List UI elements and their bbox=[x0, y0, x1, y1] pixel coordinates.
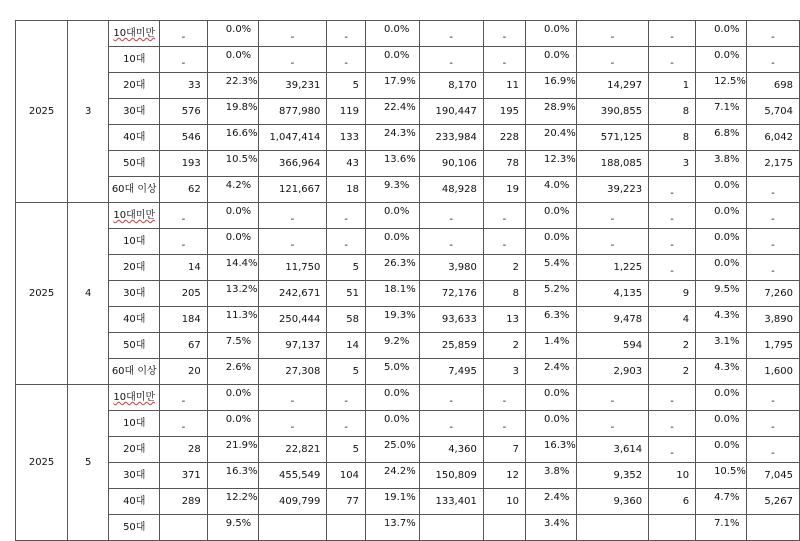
count-cell: 184 bbox=[160, 307, 208, 333]
count-cell: 77 bbox=[327, 489, 366, 515]
percent-cell: 0.0% bbox=[526, 203, 577, 229]
table-row bbox=[16, 463, 800, 489]
percent-cell: 26.3% bbox=[365, 255, 419, 281]
amount-cell: - bbox=[258, 411, 327, 437]
amount-cell: - bbox=[746, 437, 799, 463]
amount-cell: 242,671 bbox=[258, 281, 327, 307]
percent-cell: 0.0% bbox=[207, 47, 258, 73]
count-cell: 62 bbox=[160, 177, 208, 203]
percent-cell: 20.4% bbox=[526, 125, 577, 151]
percent-cell: 0.0% bbox=[365, 203, 419, 229]
count-cell: 289 bbox=[160, 489, 208, 515]
table-row bbox=[16, 151, 800, 177]
percent-cell: 9.3% bbox=[365, 177, 419, 203]
percent-cell: 3.8% bbox=[526, 463, 577, 489]
amount-cell: - bbox=[576, 385, 648, 411]
percent-cell: 24.2% bbox=[365, 463, 419, 489]
amount-cell: - bbox=[746, 21, 799, 47]
table-row bbox=[16, 411, 800, 437]
amount-cell: 90,106 bbox=[419, 151, 483, 177]
age-group-cell: 20대 bbox=[109, 255, 160, 281]
amount-cell: 27,308 bbox=[258, 359, 327, 385]
amount-cell: 39,231 bbox=[258, 73, 327, 99]
percent-cell: 4.7% bbox=[696, 489, 747, 515]
count-cell: 28 bbox=[160, 437, 208, 463]
percent-cell: 0.0% bbox=[207, 385, 258, 411]
count-cell: 195 bbox=[483, 99, 525, 125]
age-group-cell: 20대 bbox=[109, 73, 160, 99]
count-cell: - bbox=[327, 229, 366, 255]
count-cell: 205 bbox=[160, 281, 208, 307]
amount-cell: 93,633 bbox=[419, 307, 483, 333]
count-cell: 8 bbox=[649, 125, 696, 151]
year-cell: 2025 bbox=[16, 21, 68, 203]
age-group-cell: 30대 bbox=[109, 99, 160, 125]
amount-cell: 390,855 bbox=[576, 99, 648, 125]
count-cell: - bbox=[649, 437, 696, 463]
count-cell: - bbox=[649, 229, 696, 255]
count-cell: - bbox=[327, 21, 366, 47]
percent-cell: 0.0% bbox=[696, 255, 747, 281]
count-cell: 2 bbox=[483, 255, 525, 281]
amount-cell: 14,297 bbox=[576, 73, 648, 99]
count-cell bbox=[483, 515, 525, 541]
amount-cell: - bbox=[419, 229, 483, 255]
amount-cell: - bbox=[746, 411, 799, 437]
amount-cell: 133,401 bbox=[419, 489, 483, 515]
year-cell: 2025 bbox=[16, 203, 68, 385]
count-cell: 10 bbox=[649, 463, 696, 489]
percent-cell: 1.4% bbox=[526, 333, 577, 359]
amount-cell: 2,175 bbox=[746, 151, 799, 177]
amount-cell: 877,980 bbox=[258, 99, 327, 125]
count-cell: - bbox=[160, 203, 208, 229]
count-cell: 33 bbox=[160, 73, 208, 99]
table-row bbox=[16, 385, 800, 411]
count-cell: 13 bbox=[483, 307, 525, 333]
count-cell bbox=[160, 515, 208, 541]
percent-cell: 4.3% bbox=[696, 307, 747, 333]
amount-cell: - bbox=[576, 21, 648, 47]
count-cell: 8 bbox=[649, 99, 696, 125]
amount-cell: 6,042 bbox=[746, 125, 799, 151]
percent-cell: 0.0% bbox=[696, 411, 747, 437]
count-cell: 4 bbox=[649, 307, 696, 333]
percent-cell: 0.0% bbox=[365, 21, 419, 47]
count-cell: - bbox=[649, 177, 696, 203]
percent-cell: 9.2% bbox=[365, 333, 419, 359]
amount-cell: - bbox=[419, 385, 483, 411]
amount-cell: - bbox=[746, 255, 799, 281]
percent-cell: 0.0% bbox=[696, 203, 747, 229]
amount-cell: - bbox=[258, 47, 327, 73]
age-group-cell: 20대 bbox=[109, 437, 160, 463]
percent-cell: 3.1% bbox=[696, 333, 747, 359]
count-cell: - bbox=[160, 47, 208, 73]
count-cell: - bbox=[160, 21, 208, 47]
amount-cell: 22,821 bbox=[258, 437, 327, 463]
table-row bbox=[16, 307, 800, 333]
amount-cell: 233,984 bbox=[419, 125, 483, 151]
count-cell: 2 bbox=[483, 333, 525, 359]
amount-cell: 7,045 bbox=[746, 463, 799, 489]
percent-cell: 0.0% bbox=[696, 47, 747, 73]
count-cell: 18 bbox=[327, 177, 366, 203]
percent-cell: 10.5% bbox=[207, 151, 258, 177]
count-cell: - bbox=[483, 411, 525, 437]
percent-cell: 0.0% bbox=[365, 47, 419, 73]
age-group-cell: 60대 이상 bbox=[109, 177, 160, 203]
table-row bbox=[16, 73, 800, 99]
count-cell: 10 bbox=[483, 489, 525, 515]
amount-cell: 48,928 bbox=[419, 177, 483, 203]
amount-cell bbox=[746, 515, 799, 541]
count-cell: 228 bbox=[483, 125, 525, 151]
count-cell: 546 bbox=[160, 125, 208, 151]
amount-cell bbox=[419, 515, 483, 541]
percent-cell: 16.3% bbox=[526, 437, 577, 463]
percent-cell: 4.0% bbox=[526, 177, 577, 203]
amount-cell: 9,478 bbox=[576, 307, 648, 333]
count-cell: 119 bbox=[327, 99, 366, 125]
percent-cell: 14.4% bbox=[207, 255, 258, 281]
amount-cell: 1,600 bbox=[746, 359, 799, 385]
table-row bbox=[16, 333, 800, 359]
age-group-cell: 50대 bbox=[109, 515, 160, 541]
month-cell: 4 bbox=[68, 203, 109, 385]
amount-cell: 366,964 bbox=[258, 151, 327, 177]
percent-cell: 4.3% bbox=[696, 359, 747, 385]
amount-cell: 8,170 bbox=[419, 73, 483, 99]
percent-cell: 0.0% bbox=[696, 21, 747, 47]
amount-cell: 455,549 bbox=[258, 463, 327, 489]
percent-cell: 7.1% bbox=[696, 99, 747, 125]
amount-cell: 3,614 bbox=[576, 437, 648, 463]
statistics-table bbox=[15, 20, 800, 541]
percent-cell: 6.8% bbox=[696, 125, 747, 151]
amount-cell: 1,795 bbox=[746, 333, 799, 359]
count-cell: - bbox=[649, 21, 696, 47]
percent-cell: 7.1% bbox=[696, 515, 747, 541]
count-cell: 5 bbox=[327, 73, 366, 99]
age-group-cell: 50대 bbox=[109, 333, 160, 359]
percent-cell: 12.3% bbox=[526, 151, 577, 177]
amount-cell: 121,667 bbox=[258, 177, 327, 203]
amount-cell: 97,137 bbox=[258, 333, 327, 359]
count-cell: - bbox=[160, 411, 208, 437]
amount-cell: 1,225 bbox=[576, 255, 648, 281]
count-cell: 43 bbox=[327, 151, 366, 177]
count-cell: 5 bbox=[327, 359, 366, 385]
amount-cell: 7,495 bbox=[419, 359, 483, 385]
percent-cell: 12.2% bbox=[207, 489, 258, 515]
percent-cell: 13.2% bbox=[207, 281, 258, 307]
age-group-cell: 40대 bbox=[109, 307, 160, 333]
percent-cell: 0.0% bbox=[365, 411, 419, 437]
percent-cell: 4.2% bbox=[207, 177, 258, 203]
percent-cell: 3.8% bbox=[696, 151, 747, 177]
count-cell: 3 bbox=[649, 151, 696, 177]
percent-cell: 0.0% bbox=[696, 177, 747, 203]
count-cell: 9 bbox=[649, 281, 696, 307]
percent-cell: 3.4% bbox=[526, 515, 577, 541]
count-cell: - bbox=[327, 47, 366, 73]
percent-cell: 0.0% bbox=[526, 411, 577, 437]
amount-cell bbox=[576, 515, 648, 541]
percent-cell: 0.0% bbox=[526, 229, 577, 255]
amount-cell: 4,360 bbox=[419, 437, 483, 463]
count-cell: 19 bbox=[483, 177, 525, 203]
amount-cell: 5,267 bbox=[746, 489, 799, 515]
percent-cell: 6.3% bbox=[526, 307, 577, 333]
table-row bbox=[16, 489, 800, 515]
percent-cell: 10.5% bbox=[696, 463, 747, 489]
amount-cell: 571,125 bbox=[576, 125, 648, 151]
count-cell: - bbox=[483, 21, 525, 47]
amount-cell: 3,890 bbox=[746, 307, 799, 333]
percent-cell: 13.6% bbox=[365, 151, 419, 177]
count-cell: - bbox=[327, 203, 366, 229]
amount-cell: 11,750 bbox=[258, 255, 327, 281]
amount-cell: 72,176 bbox=[419, 281, 483, 307]
age-group-cell: 10대 bbox=[109, 411, 160, 437]
count-cell: - bbox=[649, 47, 696, 73]
count-cell: 8 bbox=[483, 281, 525, 307]
age-group-cell: 60대 이상 bbox=[109, 359, 160, 385]
percent-cell: 11.3% bbox=[207, 307, 258, 333]
table-row bbox=[16, 515, 800, 541]
count-cell: 14 bbox=[327, 333, 366, 359]
table-row bbox=[16, 21, 800, 47]
amount-cell: 5,704 bbox=[746, 99, 799, 125]
table-row bbox=[16, 125, 800, 151]
amount-cell: - bbox=[419, 203, 483, 229]
amount-cell: - bbox=[576, 47, 648, 73]
amount-cell: - bbox=[746, 177, 799, 203]
age-group-cell: 10대 bbox=[109, 47, 160, 73]
age-group-cell: 40대 bbox=[109, 125, 160, 151]
amount-cell: - bbox=[258, 385, 327, 411]
table-row bbox=[16, 99, 800, 125]
amount-cell: 7,260 bbox=[746, 281, 799, 307]
count-cell: - bbox=[483, 385, 525, 411]
count-cell: 7 bbox=[483, 437, 525, 463]
amount-cell: - bbox=[746, 203, 799, 229]
count-cell: - bbox=[649, 385, 696, 411]
count-cell: 371 bbox=[160, 463, 208, 489]
count-cell: - bbox=[327, 385, 366, 411]
amount-cell: 190,447 bbox=[419, 99, 483, 125]
count-cell: - bbox=[160, 385, 208, 411]
amount-cell: - bbox=[746, 229, 799, 255]
age-group-cell: 50대 bbox=[109, 151, 160, 177]
age-group-cell: 10대미만 bbox=[109, 203, 160, 229]
percent-cell: 0.0% bbox=[207, 229, 258, 255]
amount-cell: - bbox=[419, 47, 483, 73]
percent-cell: 22.3% bbox=[207, 73, 258, 99]
amount-cell: 150,809 bbox=[419, 463, 483, 489]
count-cell: 58 bbox=[327, 307, 366, 333]
amount-cell: 39,223 bbox=[576, 177, 648, 203]
table-row bbox=[16, 47, 800, 73]
age-group-cell: 30대 bbox=[109, 463, 160, 489]
percent-cell: 9.5% bbox=[207, 515, 258, 541]
percent-cell: 16.6% bbox=[207, 125, 258, 151]
count-cell: 6 bbox=[649, 489, 696, 515]
table-row bbox=[16, 255, 800, 281]
percent-cell: 5.2% bbox=[526, 281, 577, 307]
amount-cell: 3,980 bbox=[419, 255, 483, 281]
count-cell: - bbox=[483, 229, 525, 255]
percent-cell: 2.4% bbox=[526, 489, 577, 515]
age-group-cell: 10대미만 bbox=[109, 21, 160, 47]
amount-cell: 698 bbox=[746, 73, 799, 99]
table-row bbox=[16, 177, 800, 203]
count-cell: 51 bbox=[327, 281, 366, 307]
amount-cell: 9,352 bbox=[576, 463, 648, 489]
amount-cell: - bbox=[746, 385, 799, 411]
table-row bbox=[16, 203, 800, 229]
percent-cell: 0.0% bbox=[696, 385, 747, 411]
age-group-cell: 30대 bbox=[109, 281, 160, 307]
percent-cell: 0.0% bbox=[526, 385, 577, 411]
amount-cell bbox=[258, 515, 327, 541]
count-cell: 5 bbox=[327, 255, 366, 281]
count-cell: 133 bbox=[327, 125, 366, 151]
percent-cell: 17.9% bbox=[365, 73, 419, 99]
count-cell: 5 bbox=[327, 437, 366, 463]
amount-cell: 409,799 bbox=[258, 489, 327, 515]
month-cell: 5 bbox=[68, 385, 109, 541]
table-row bbox=[16, 229, 800, 255]
percent-cell: 7.5% bbox=[207, 333, 258, 359]
percent-cell: 0.0% bbox=[207, 411, 258, 437]
amount-cell: 188,085 bbox=[576, 151, 648, 177]
amount-cell: 2,903 bbox=[576, 359, 648, 385]
table-row bbox=[16, 359, 800, 385]
count-cell: 14 bbox=[160, 255, 208, 281]
amount-cell: - bbox=[419, 411, 483, 437]
percent-cell: 0.0% bbox=[207, 203, 258, 229]
amount-cell: 1,047,414 bbox=[258, 125, 327, 151]
percent-cell: 24.3% bbox=[365, 125, 419, 151]
count-cell bbox=[649, 515, 696, 541]
percent-cell: 2.6% bbox=[207, 359, 258, 385]
count-cell: 67 bbox=[160, 333, 208, 359]
count-cell: - bbox=[327, 411, 366, 437]
percent-cell: 21.9% bbox=[207, 437, 258, 463]
amount-cell: 594 bbox=[576, 333, 648, 359]
count-cell: 20 bbox=[160, 359, 208, 385]
count-cell: - bbox=[649, 255, 696, 281]
amount-cell: - bbox=[419, 21, 483, 47]
percent-cell: 19.1% bbox=[365, 489, 419, 515]
percent-cell: 16.3% bbox=[207, 463, 258, 489]
percent-cell: 19.8% bbox=[207, 99, 258, 125]
amount-cell: - bbox=[258, 229, 327, 255]
amount-cell: - bbox=[576, 229, 648, 255]
percent-cell: 9.5% bbox=[696, 281, 747, 307]
percent-cell: 13.7% bbox=[365, 515, 419, 541]
count-cell: - bbox=[649, 411, 696, 437]
percent-cell: 19.3% bbox=[365, 307, 419, 333]
percent-cell: 0.0% bbox=[696, 229, 747, 255]
percent-cell: 28.9% bbox=[526, 99, 577, 125]
year-cell: 2025 bbox=[16, 385, 68, 541]
amount-cell: - bbox=[258, 21, 327, 47]
count-cell: - bbox=[483, 203, 525, 229]
percent-cell: 0.0% bbox=[696, 437, 747, 463]
percent-cell: 22.4% bbox=[365, 99, 419, 125]
percent-cell: 5.4% bbox=[526, 255, 577, 281]
count-cell: 2 bbox=[649, 359, 696, 385]
amount-cell: - bbox=[746, 47, 799, 73]
percent-cell: 5.0% bbox=[365, 359, 419, 385]
amount-cell: 4,135 bbox=[576, 281, 648, 307]
count-cell: 104 bbox=[327, 463, 366, 489]
percent-cell: 0.0% bbox=[526, 21, 577, 47]
count-cell: - bbox=[483, 47, 525, 73]
age-group-cell: 10대 bbox=[109, 229, 160, 255]
amount-cell: - bbox=[576, 411, 648, 437]
count-cell: 11 bbox=[483, 73, 525, 99]
percent-cell: 2.4% bbox=[526, 359, 577, 385]
count-cell: 3 bbox=[483, 359, 525, 385]
count-cell: 12 bbox=[483, 463, 525, 489]
count-cell: 78 bbox=[483, 151, 525, 177]
percent-cell: 0.0% bbox=[207, 21, 258, 47]
table-row bbox=[16, 281, 800, 307]
percent-cell: 18.1% bbox=[365, 281, 419, 307]
percent-cell: 25.0% bbox=[365, 437, 419, 463]
percent-cell: 0.0% bbox=[365, 385, 419, 411]
age-group-cell: 10대미만 bbox=[109, 385, 160, 411]
age-group-cell: 40대 bbox=[109, 489, 160, 515]
amount-cell: 25,859 bbox=[419, 333, 483, 359]
percent-cell: 16.9% bbox=[526, 73, 577, 99]
count-cell: 576 bbox=[160, 99, 208, 125]
amount-cell: 250,444 bbox=[258, 307, 327, 333]
amount-cell: - bbox=[576, 203, 648, 229]
count-cell: 1 bbox=[649, 73, 696, 99]
amount-cell: - bbox=[258, 203, 327, 229]
count-cell bbox=[327, 515, 366, 541]
count-cell: - bbox=[160, 229, 208, 255]
percent-cell: 0.0% bbox=[526, 47, 577, 73]
month-cell: 3 bbox=[68, 21, 109, 203]
table-row bbox=[16, 437, 800, 463]
count-cell: 193 bbox=[160, 151, 208, 177]
percent-cell: 12.5% bbox=[696, 73, 747, 99]
count-cell: - bbox=[649, 203, 696, 229]
amount-cell: 9,360 bbox=[576, 489, 648, 515]
percent-cell: 0.0% bbox=[365, 229, 419, 255]
count-cell: 2 bbox=[649, 333, 696, 359]
